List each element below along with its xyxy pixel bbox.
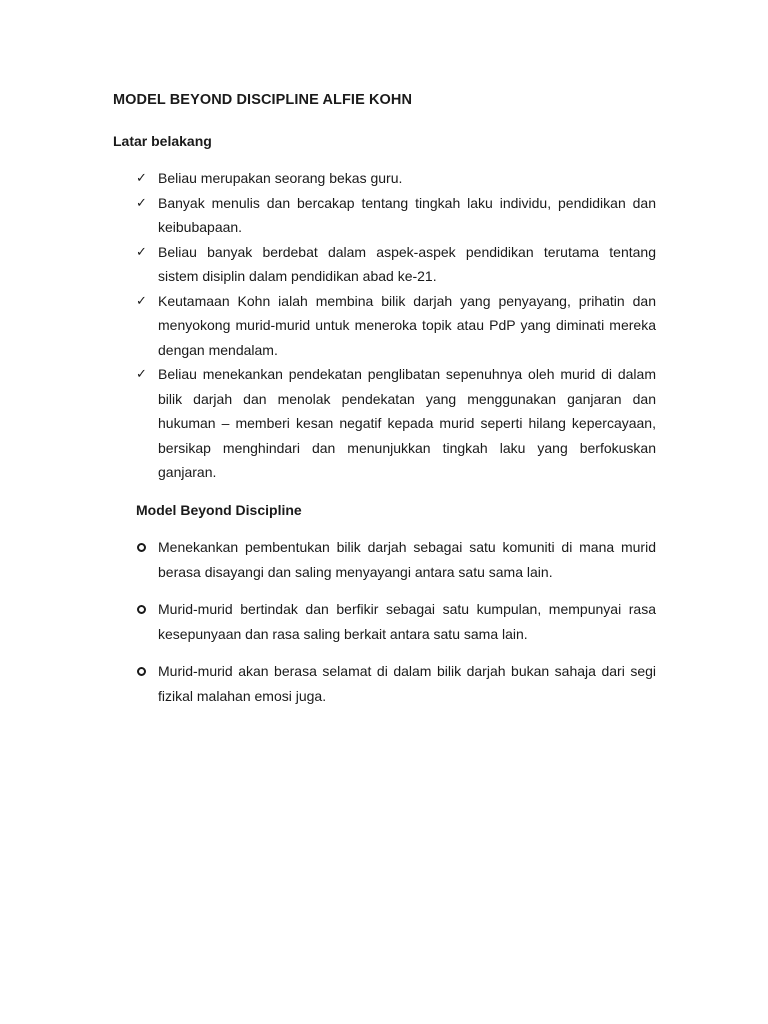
checkmark-icon: ✓ — [136, 194, 147, 210]
list-item-text: Keutamaan Kohn ialah membina bilik darjah yang penyayang, prihatin dan menyokong murid-murid untuk meneroka topik atau PdP yang diminati mereka dengan mendalam. — [158, 292, 656, 358]
document-title: MODEL BEYOND DISCIPLINE ALFIE KOHN — [113, 92, 413, 108]
checkmark-icon: ✓ — [136, 366, 147, 381]
list-item — [136, 597, 656, 647]
list-item-text: Banyak menulis dan bercakap tentang tingkah laku individu, pendidikan dan keibubapaan. — [158, 194, 656, 235]
list-item-text: Murid-murid akan berasa selamat di dalam bilik darjah bukan sahaja dari segi fizikal malahan emosi juga. — [158, 663, 656, 704]
list-item — [136, 191, 656, 240]
circle-bullet-icon — [137, 667, 146, 676]
list-item-text: Beliau banyak berdebat dalam aspek-aspek pendidikan terutama tentang sistem disiplin dalam pendidikan abad ke-21. — [158, 243, 656, 284]
circle-bullet-icon — [137, 605, 146, 614]
list-item-text: Murid-murid bertindak dan berfikir sebagai satu kumpulan, mempunyai rasa kesepunyaan dan rasa saling berkait antara satu sama lain. — [158, 601, 656, 642]
checkmark-icon: ✓ — [136, 243, 147, 259]
bullet-list-model-beyond-discipline — [136, 535, 656, 721]
circle-bullet-icon — [137, 543, 146, 552]
list-item-text: Beliau menekankan pendekatan penglibatan sepenuhnya oleh murid di dalam bilik darjah dan menolak pendekatan yang menggunakan ganjaran dan hukuman – memberi kesan negatif kepada murid seperti hilang kepercayaan, bersikap menghindari dan menunjukkan tingkah laku yang berfokuskan ganjaran. — [158, 366, 656, 480]
checklist-latar-belakang — [136, 166, 656, 485]
section-heading-latar-belakang: Latar belakang — [113, 133, 212, 149]
section-heading-model-beyond-discipline: Model Beyond Discipline — [136, 502, 302, 518]
checkmark-icon: ✓ — [136, 292, 147, 308]
list-item-text: Menekankan pembentukan bilik darjah sebagai satu komuniti di mana murid berasa disayangi dan saling menyayangi antara satu sama lain. — [158, 539, 656, 580]
list-item — [136, 659, 656, 709]
list-item — [136, 166, 656, 191]
checkmark-icon: ✓ — [136, 170, 147, 185]
list-item — [136, 240, 656, 289]
list-item-text: Beliau merupakan seorang bekas guru. — [158, 170, 403, 186]
list-item — [136, 362, 656, 485]
list-item — [136, 289, 656, 363]
list-item — [136, 535, 656, 585]
